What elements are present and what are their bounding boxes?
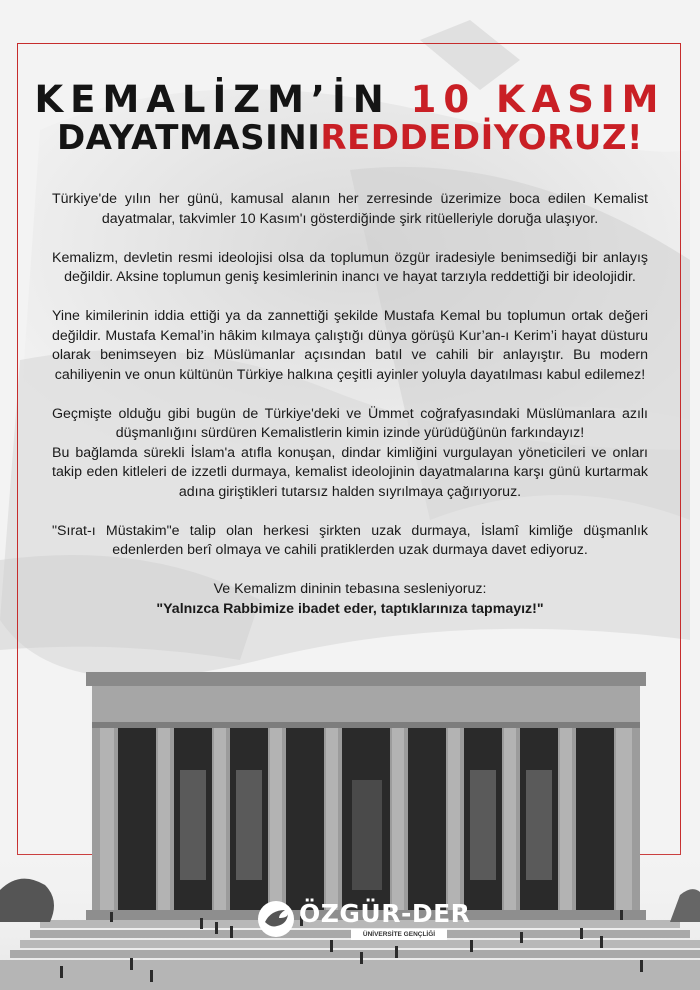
closing-line: Ve Kemalizm dininin tebasına sesleniyoruz: <box>213 581 487 597</box>
headline-line-1 <box>0 78 700 121</box>
paragraph-3: Yine kimilerinin iddia ettiği ya da zannettiği şekilde Mustafa Kemal bu toplumun ortak değeri değildir. Mustafa Kemal’in hâkim kılmaya çalıştığı dünya görüşü Kur’an-ı Kerim’i hayat düsturu olarak benimseyen biz Müslümanlar açısından batıl ve cahili bir anlayıştır. Bu modern cahiliyenin ve onun kültünün Türkiye halkına çeşitli ayinler yoluyla dayatılması kabul edilemez! <box>52 308 648 383</box>
paragraph-2: Kemalizm, devletin resmi ideolojisi olsa da toplumun özgür iradesiyle benimsediği bir anlayış değildir. Aksine toplumun geniş kesimlerinin inancı ve hayat tarzıyla reddettiği bir ideolojidir. <box>52 249 648 285</box>
paragraph-5: "Sırat-ı Müstakim"e talip olan herkesi şirkten uzak durmaya, İslamî kimliğe düşmanlık edenlerden berî olmaya ve cahili pratiklerden uzak durmaya davet ediyoruz. <box>52 522 648 558</box>
paragraph-4a: Geçmişte olduğu gibi bugün de Türkiye'deki ve Ümmet coğrafyasındaki Müslümanlara azılı düşmanlığını sürdüren Kemalistlerin kimin izinde yürüdüğünün farkındayız! <box>52 405 648 441</box>
slogan: "Yalnızca Rabbimize ibadet eder, taptıklarınıza tapmayız!" <box>156 600 544 617</box>
statement-body <box>52 190 648 619</box>
paragraph-4b: Bu bağlamda sürekli İslam'a atıfla konuşan, dindar kimliğini vurgulayan yöneticileri ve onları takip eden kitleleri de izzetli durmaya, kemalist ideolojinin dayatmalarına karşı günü kurtarmak adına giriştikleri tutarsız halden sıyrılmaya çağırıyoruz. <box>52 444 648 500</box>
headline-kemalizm: KEMALİZM’İN <box>34 78 391 121</box>
headline-dayatmasini: DAYATMASINI <box>56 118 321 158</box>
headline-10-kasim: 10 KASIM <box>410 78 666 121</box>
logo-subtitle: ÜNİVERSİTE GENÇLİĞİ <box>351 929 447 940</box>
dove-icon <box>257 900 295 938</box>
ozgur-der-logo <box>255 897 471 945</box>
paragraph-1: Türkiye'de yılın her günü, kamusal alanın her zerresinde üzerimize boca edilen Kemalist dayatmalar, takvimler 10 Kasım'ı gösterdiğinde şirk ritüelleriyle doruğa ulaşıyor. <box>52 191 648 227</box>
headline-line-2 <box>0 118 700 158</box>
headline-reddediyoruz: REDDEDİYORUZ! <box>320 118 644 158</box>
logo-name: ÖZGÜR-DER <box>299 899 471 928</box>
